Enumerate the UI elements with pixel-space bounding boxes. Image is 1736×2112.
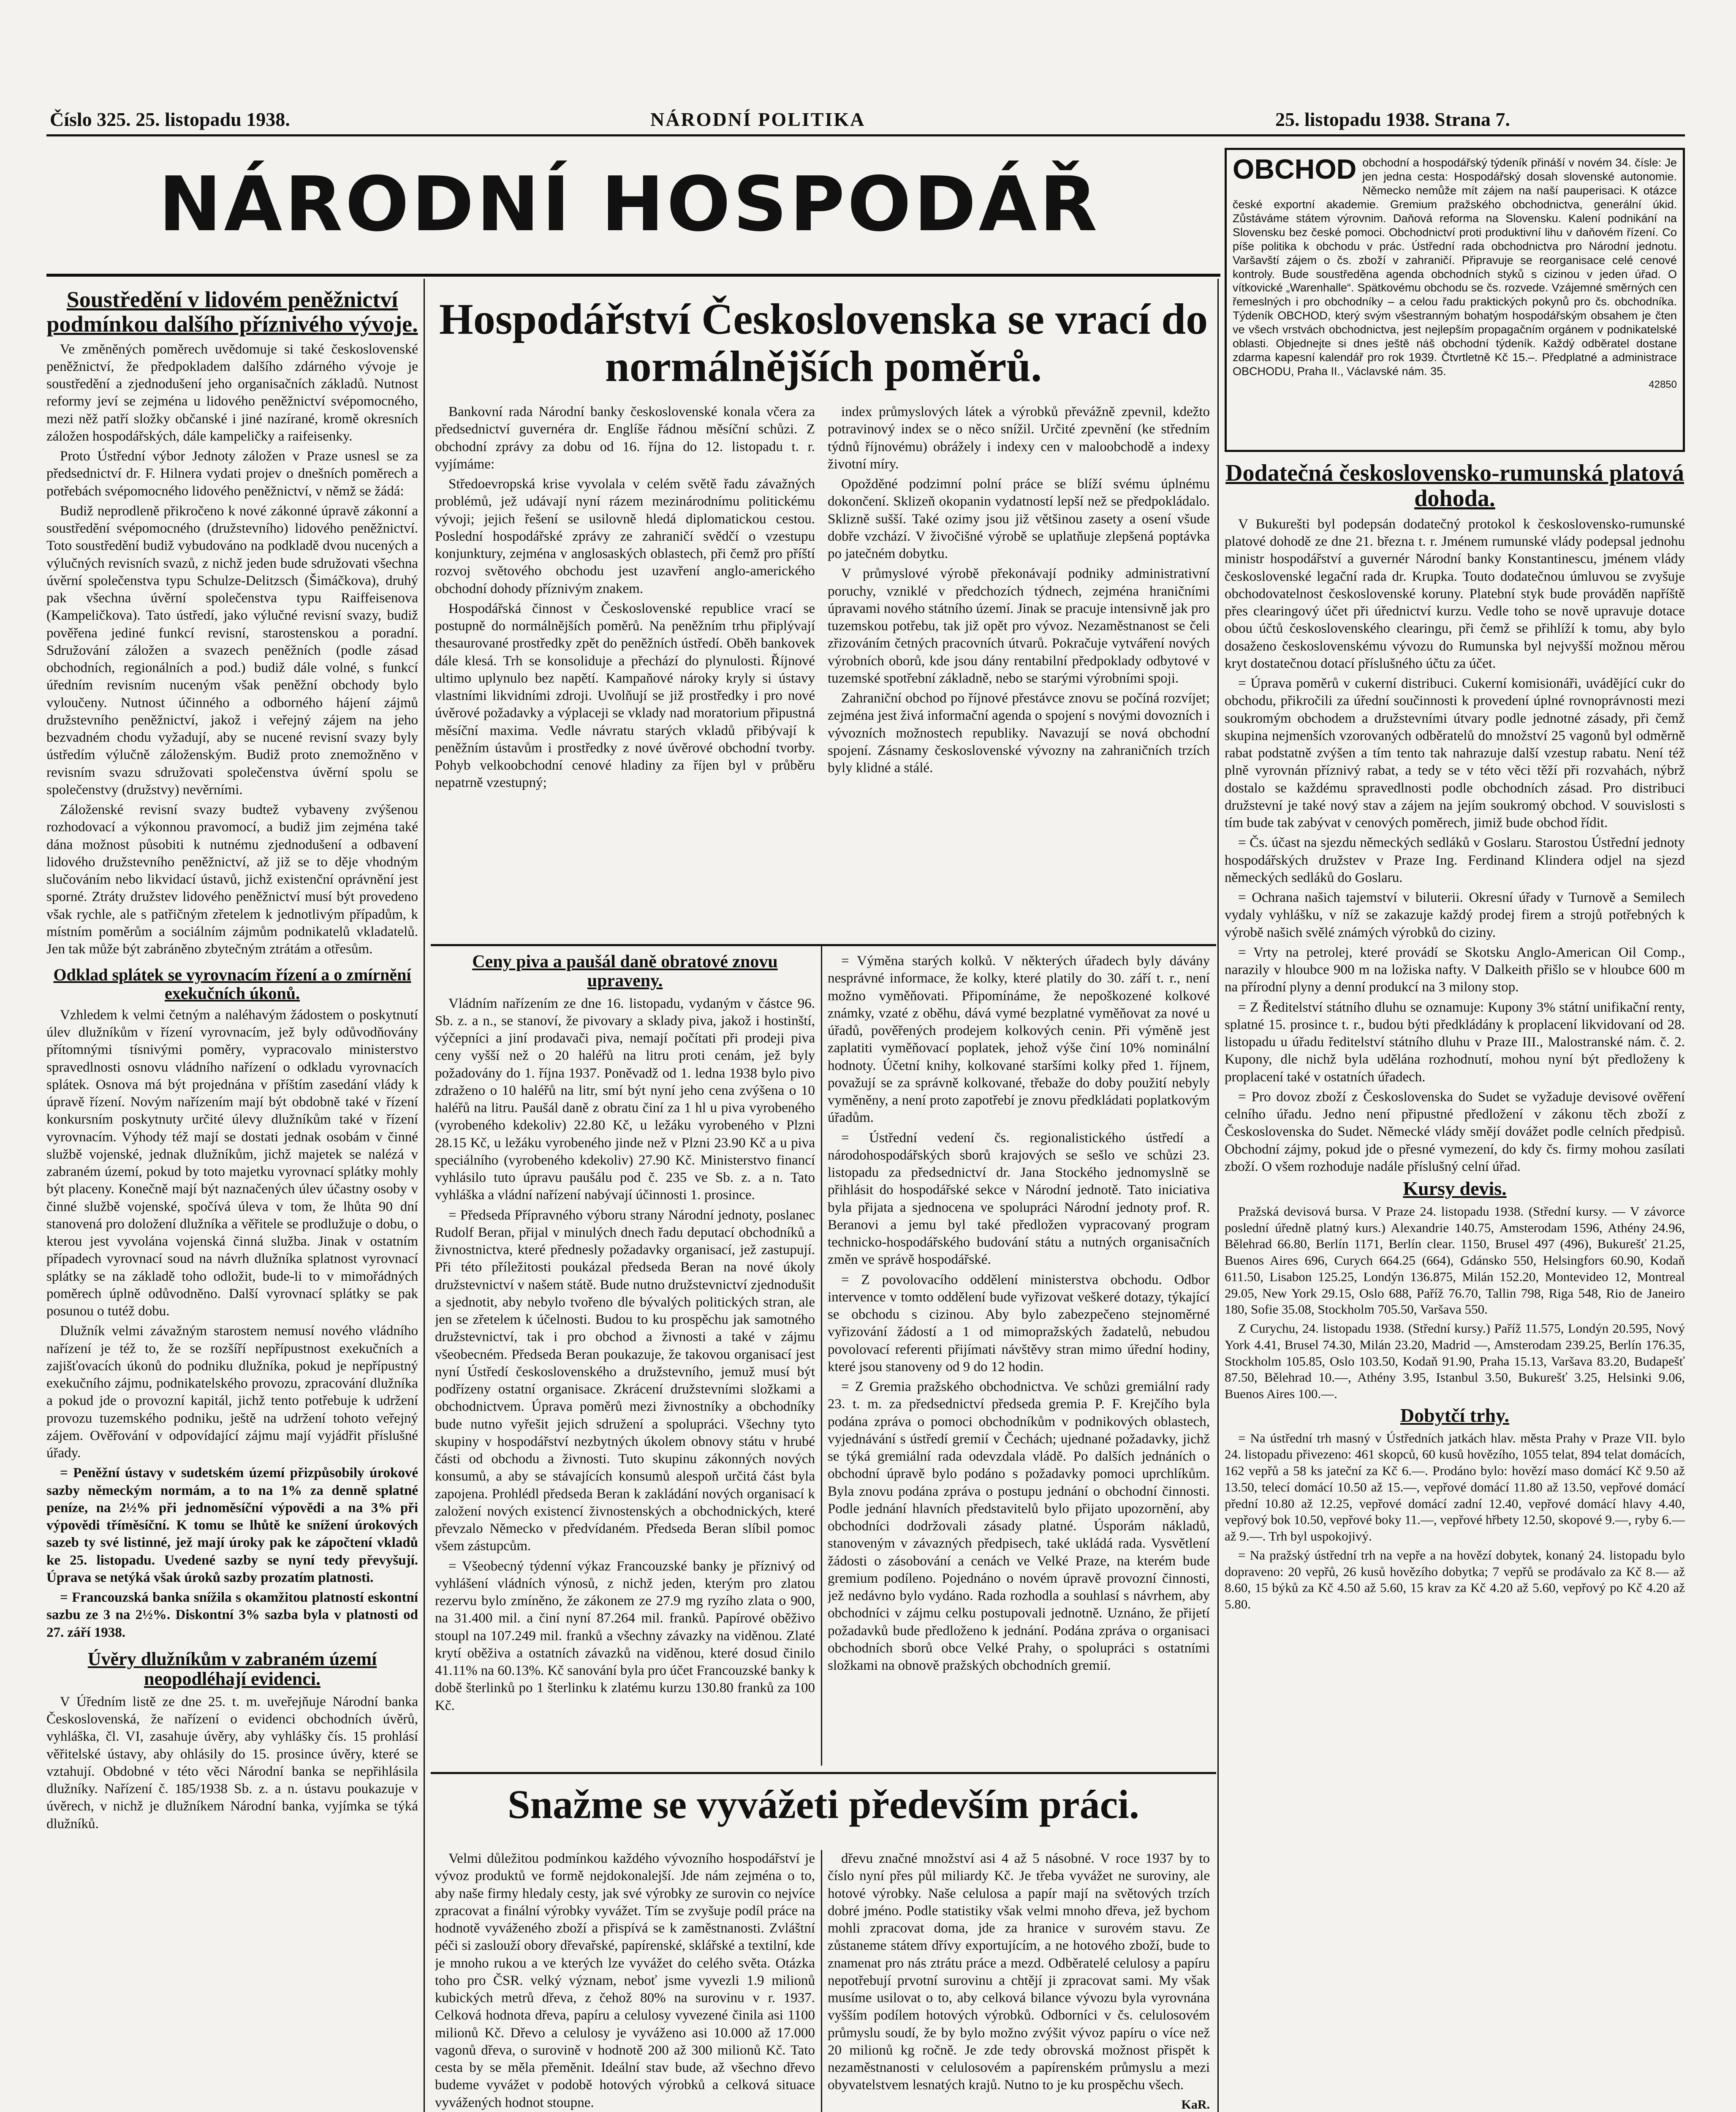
para: dřevu značné množství asi 4 až 5 násobné. V roce 1937 by to číslo nyní přes půl miliardy Kč. Je třeba vyvážet ne suroviny, ale hotové výrobky. Naše celulosa a papír mají na světových trzích dobré jméno. Podle statistiky však velmi mnoho dřeva, jež bychom mohli zpracovat doma, jde za hranice v surovém stavu. Ze zůstaneme státem dřívy exportujícím, a ne hotového zboží, bude to znamenat pro nás ztrátu práce a mezd. Odběratelé celulosy a papíru nepotřebují prvotní surovinu a chtějí ji zpracovat sami. My však musíme usilovat o to, aby celková bilance vývozu byla vyrovnána vyšším podílem hotových výrobků. Odborníci v čs. celulosovém průmyslu soudí, že by bylo možno zvýšit vývoz papíru o více než 20 milionů kg ročně. Je zde tedy obrovská možnost přispět k nezaměstnanosti v celulosovém a papírenském průmyslu a mezi obyvatelstvem lesnatých krajů. Nutno to je ku prospěchu všech. [828, 1851, 1210, 2093]
column-divider [821, 1850, 822, 2112]
news-item: = Pro dovoz zboží z Československa do Sudet se vyžaduje devisové ověření celního úřadu. Jedno není připustné předložení v zákonu těch zboží z Československa do Sudet. Německé vlády smějí dovážet podle celních předpisů. Obchodní zájmy, pokud jde o přesné vymezení, do kdy čs. firmy mohou zasílati zboží. O všem rozhoduje nadále příslušný celní úřad. [1225, 1089, 1685, 1174]
obchod-brand: OBCHOD [1233, 153, 1357, 185]
column-divider [424, 279, 425, 2112]
news-item: = Všeobecný týdenní výkaz Francouzské banky je příznivý od vyhlášení vládních výnosů, z nichž jeden, kterým pro zlatou rezervu bylo zmíněno, že zákonem ze 27.9 mg ryzího zlata o 900, na 31.400 mil. a činí nyní 87.264 mil. franků. Papírové oběživo stoupl na 107.249 mil. franků a všechny závazky na viděnou. Zlaté krytí oběživa a ostatních závazků na viděnou, které dosud činilo 41.11% na 60.13%. Kč sanování byla pro účet Francouzské banky k době šterlinků po 1 šterlinku k zlatému kurzu 130.80 franků za 100 Kč. [435, 1558, 815, 1713]
para: Vládním nařízením ze dne 16. listopadu, vydaným v částce 96. Sb. z. a n., se stanoví, že pivovary a sklady piva, jakož i hostinští, výčepníci a jiní prodavači piva, nemají počítati při prodeji piva ceny vyšší než o 20 haléřů na litru proti cenám, jež byly požadovány do 1. října 1937. Poněvadž od 1. ledna 1938 bylo pivo zdraženo o 10 haléřů na litr, smí být nyní jeho cena zvýšena o 10 haléřů na litru. Paušál daně z obratu činí za 1 hl u piva vyrobeného (vyrobeného kdekoliv) 22.80 Kč, u ležáku vyrobeného v Plzni 28.15 Kč, u ležáku vyrobeného jinde než v Plzni 23.90 Kč a u piva speciálního (vyrobeného kdekoliv) 27.90 Kč. Ministerstvo financí vyhlásilo tuto úpravu paušálu pod č. 235 ve Sb. z. a n. Tato vyhláška a vládní nařízení nabývají účinnosti 1. prosince. [435, 996, 815, 1203]
para: Záloženské revisní svazy budtež vybaveny zvýšenou rozhodovací a výkonnou pravomocí, a budiž jim zejména také dána možnost působiti k nutnému zjednodušení a odbavení lidového družstevního peněžnictví, až již se to děje vhodným slučováním nebo likvidací ústavů, jichž existenční oprávnění jest sporné. Ztráty družstev lidového peněžnictví musí být provedeno však rychle, ale s patřičným zřetelem k jednotlivým případům, k místním poměrům a sociálním zájmům podnikatelů vkladatelů. Jen tak může být zabráněno zbytečným ztrátám a otřesům. [46, 802, 418, 957]
para: Středoevropská krise vyvolala v celém světě řadu závažných problémů, jež udávají nyní rázem mezinárodnímu politickému vývoji; jejich řešení se usilovně hledá diplomatickou cestou. Poslední hospodářské zprávy ze zahraničí svědčí o vzestupu konjunktury, zejména v anglosaských oblastech, při čemž pro příští rozvoj světového obchodu jest uzavření anglo-amerického obchodní dohody příznivým znakem. [435, 476, 815, 596]
news-item: = Z Ředitelství státního dluhu se oznamuje: Kupony 3% státní unifikační renty, splatné 15. prosince t. r., budou býti předkládány k proplacení likvidovaní od 28. listopadu u úřadu ředitelství státního dluhu v Praze III., Malostranské nám. č. 2. Kupony, dle nichž byla udělána rozhodnutí, mohou nyní být předloženy k proplacení také v ostatních úřadech. [1225, 999, 1685, 1085]
headline-kursy-devis: Kursy devis. [1403, 1178, 1507, 1200]
export-column-1 [435, 1850, 815, 2112]
news-item: = Francouzská banka snížila s okamžitou platností eskontní sazbu ze 3 na 2½%. Diskontní 3% sazba byla v platnosti od 27. září 1938. [46, 1590, 418, 1640]
exchange-rates-zurich: Z Curychu, 24. listopadu 1938. (Střední kursy.) Paříž 11.575, Londýn 20.595, Nový York 4.41, Brusel 74.30, Milán 23.20, Madrid —, Amsterodam 239.25, Berlín 176.35, Stockholm 105.85, Oslo 103.50, Kodaň 91.90, Praha 15.13, Varšava 83.20, Budapešť 87.50, Bělehrad 10.—, Athény 3.95, Istanbul 3.50, Bukurešť 3.25, Helsinki 9.06, Buenos Aires 100.—. [1225, 1321, 1685, 1402]
obchod-text: obchodní a hospodářský týdeník přináší v novém 34. čísle: Je jen jedna cesta: Hospodářský dosah slovenské autonomie. Německo nemůže mít zájem na naší pauperisaci. K otázce české exportní akademie. Gremium pražského obchodnictva, generální úkid. Zůstáváme státem výrovnim. Daňová reforma na Slovensku. Kalení podnikání na Slovensku bez české pomoci. Obchodnictví proti produktivní lihu v daňovém řízení. Co píše politika k obchodu v prác. Ústřední rada obchodnictva pro Národní jednotu. Varšavští zájem o čs. zboží v zahraničí. Připravuje se reorganisace celé cenové kontroly. Bude soustředěna agenda obchodních styků s cizinou v jeden úřad. O vítkovické „Warenhalle“. Spätkovému obchodu se čs. rozvede. Vzájemné směrných cen řemeslných i pro obchodníky – a celou řadu praktických pokynů pro čs. obchodníka. Týdeník OBCHOD, který svým všestranným bohatým hospodářským obsahem je čten ve všech vrstvách obchodnictva, jest nejlepším propagačním orgánem v podnikatelské oblasti. Objednejte si dnes ještě náš obchodní týdeník. Každý odběratel dostane zdarma kapesní kalendář pro rok 1939. Čtvrtletně Kč 15.–. Předplatné a administrace OBCHODU, Praha II., Václavské nám. 35. [1233, 156, 1677, 378]
folio-right: 25. listopadu 1938. Strana 7. [1275, 109, 1510, 130]
news-item: = Vrty na petrolej, které provádí se Skotsku Anglo-American Oil Comp., narazily v hloubce 900 m na ložiska nafty. V Dalkeith přišlo se v hloubce 600 m na přírodní plyny a denní produkcí na 3 milony stop. [1225, 944, 1685, 995]
para: V průmyslové výrobě překonávají podniky administrativní poruchy, vzniklé v předchozích týdnech, zejména hraničními úpravami nového státního území. Jinak se pracuje intensivně jak pro tuzemskou potřebu, tak již opět pro vývoz. Nezaměstnanost se čeli zřizováním četných pracovních útvarů. Pokračuje vytváření nových výrobních oborů, kde jsou dány rentabilní předpoklady odbytové v tuzemské spotřební základně, nebo se starými výrobními spoji. [828, 566, 1210, 686]
news-item: = Úprava poměrů v cukerní distribuci. Cukerní komisionáři, uvádějící cukr do obchodu, přikročili za úřední součinnosti k provedení úplné rovnoprávnosti mezi soukromým obchodem a družstevními útvary podle jednotné zásady, při čemž skupina nejmenších vzorovaných odběratelů do množství 25 vagonů byl odměrně rabat podstatně zvýšen a tím tento tak nahrazuje další vzestup rabatu. Není též plně vyrovnán příznivý rabat, a tedy se v této věci těží při rozvahách, nýbrž dostalo se každému spravedlnosti podle obchodních zásad. Pro distribuci družstevní je také nový stav a zájem na jejím soukromý obchod. V souvislosti s tím bude tak zabývat v cenových poměrech, jimiž bude obchod řídit. [1225, 676, 1685, 831]
news-item: = Z Gremia pražského obchodnictva. Ve schůzi gremiální rady 23. t. m. za předsednictví předseda gremia P. F. Krejčího byla podána zpráva o pomoci obchodníkům v podnikových oblastech, vyjednávání s ústředí gremií v Čechách; ujednané požadavky, jichž se týká gremiální rada odevzdala vládě. Po dalších jednáních o obchodní úpravě bylo podáno s požadavky pomoci uprchlíkům. Byla znovu podána zpráva o postupu jednání o obchodní činnosti. Podle jednání hlavních představitelů bylo přijato upozornění, aby obchodníci dodržovali zásady platné. Úsporám nákladů, stanoveným v závazných předpisech, také ukládá rada. Vysvětlení žádosti o zásobování a cenách ve Velké Praze, na kterém bude gremium podíleno. Pojednáno o novém úpravě provozní činnosti, jež nedávno bylo vydáno. Rada rozhodla a souhlasí s návrhem, aby obchodníci v zájmu celku postupovali jednotně. Uznáno, že přijetí požadavků bude předloženo k jednání. Podána zpráva o organisaci obchodních sborů obce Velké Prahy, o spolupráci s ostatními složkami na obnově pražských obchodních gremií. [828, 1379, 1210, 1673]
column-3 [828, 953, 1210, 1768]
para: V Bukurešti byl podepsán dodatečný protokol k československo-rumunské platové dohodě ze dne 21. března t. r. Jménem rumunské vlády podepsal jednohu ministr hospodářství a guvernér Národní banky Konstantinescu, jménem vlády československé legační rada dr. Krupka. Touto dodatečnou úmluvou se zvyšuje obchodovatelnost československé koruny. Platební styk bude prováděn napříště přes clearingový účet při úřednictví kurzu. Vedle toho se nově upravuje dotace obou účtů československého clearingu, při čemž se přihlíží k tomu, aby bylo dosaženo československému vývozu do Rumunska byl nejvyšší možnou měrou kryt dostatečnou dotací příslušného účtu za účet. [1225, 516, 1685, 671]
news-item: = Ochrana našich tajemství v biluterii. Okresní úřady v Turnově a Semilech vydaly vyhlášku, v níž se zakazuje každý prodej firem a strojů potřebných k výrobě našich svělé známých výrobků do ciziny. [1225, 890, 1685, 940]
headline-odklad-splatek: Odklad splátek se vyrovnacím řízení a o zmírnění exekučních úkonů. [53, 965, 411, 1003]
news-item: = Předseda Přípravného výboru strany Národní jednoty, poslanec Rudolf Beran, přijal v minulých dnech řadu deputací obchodníků a živnostnictva, které přednesly požadavky organisací, jež zastupují. Při této příležitosti poukázal předseda Beran na nové úkoly družstevnictví v našem státě. Bude nutno družstevnictví zjednodušit a sjednotit, aby nebylo tvořeno dle bývalých politických stran, ale jen se zřetelem k účelnosti. Budou to ku prospěchu jak samotného družstevnictví, tak i pro obchod a živnosti a také v zájmu všeobecném. Předseda Beran poukazuje, že takovou organisací jest nyní Ústředí československého a družstevního, jemuž musí být podřízeny ostatní organisace. Zkrácení družstevními složkami a obchodnictvem. Úprava poměrů mezi živnostníky a obchodníky bude nutno vyřešit jejich sdružení a spolupráci. Všechny tyto skupiny v hospodářství nezbytných úkolem obnovy státu v hrubé části od obchodu a živnosti. Tuto skupinu zákonných nových konsumů, a aby se stávajících konsumů alespoň určitá část byla zapojena. Prohlédl předseda Beran k zakládání nových organisací k založení nových existencí živnostenských a obchodnických, které převzalo Německo v předvídaném. Předseda Beran slíbil pomoc všem zástupcům. [435, 1207, 815, 1554]
cattle-market-report: = Na ústřední trh masný v Ústředních jatkách hlav. města Prahy v Praze VII. bylo 24. listopadu přivezeno: 461 skopců, 60 kusů hovězího, 1055 telat, 894 telat domácích, 162 vepřů a 58 ks jateční za Kč 6.—. Prodáno bylo: hovězí maso domácí Kč 9.50 až 13.50, telecí domácí 10.50 až 15.—, vepřové domácí 11.80 až 13.50, vepřové domácí přední 10.80 až 12.25, vepřové domácí zadní 12.40, vepřové domácí hlavy 4.40, vepřový bok 10.50, vepřové boky 11.—, vepřové hřbety 12.50, skopové 9.—, ryby 6.— až 9.—. Trh byl uspokojivý. [1225, 1430, 1685, 1544]
news-item: = Ústřední vedení čs. regionalistického ústředí a národohospodářských sborů krajových se sešlo ve schůzi 23. listopadu za předsednictví dr. Jana Stockého jednomyslně se přihlásit do hospodářské sekce v Národní jednotě. Tato iniciativa byla přijata a sjednocena ve spolupráci Národní jednoty prof. R. Beranovi a jemu byl také předložen vypracovaný program technicko-hospodářského budování státu a nutných organisačních změn ve správě hospodářské. [828, 1130, 1210, 1268]
para: index průmyslových látek a výrobků převážně zpevnil, kdežto potravinový index se o něco snížil. Určité zpevnění (ke středním týdnů říjnovému) obrážely i indexy cen v maloobchodě a indexy životní míry. [828, 404, 1210, 472]
para: Hospodářská činnost v Československé republice vrací se postupně do normálnějších poměrů. Na peněžním trhu připlývají thesaurované prostředky zpět do peněžních ústředí. Oběh bankovek dále klesá. Trh se konsoliduje a přechází do plynulosti. Říjnové ultimo uplynulo bez napětí. Kampaňové nároky kryly si ústavy vlastními likvidními zdroji. Uvolňují se již prostředky i pro nové úvěrové požadavky a výplaceji se vklady nad moratorium připustná měsíční maxima. Vedle návratu starých vkladů přibývají k peněžním ústavům i prostředky z nové úvěrové obchodní tvorby. Pohyb velkoobchodní cenové hladiny za říjen byl v průběru nepatrně vzestupný; [435, 601, 815, 791]
headline-soustredeni: Soustředění v lidovém peněžnictví podmínkou dalšího příznivého vývoje. [46, 287, 418, 337]
para: Bankovní rada Národní banky československé konala včera za předsednictví guvernéra dr. Englíše řádnou měsíční schůzi. Z obchodní zprávy za dobu od 16. října do 12. listopadu t. r. vyjímáme: [435, 404, 815, 472]
masthead-rule [46, 274, 1220, 277]
para: Opožděné podzimní polní práce se blíží svému úplnému dokončení. Sklizeň okopanin vydatností lepší než se předpokládalo. Sklizně sušší. Také ozimy jsou již většinou zasety a osení všude dobře vzchází. V živočišné výrobě se uplatňuje zlepšená poptávka po jatečném dobytku. [828, 476, 1210, 561]
column-4 [1225, 460, 1685, 2112]
column-2 [435, 953, 815, 1768]
para: Vzhledem k velmi četným a naléhavým žádostem o poskytnutí úlev dlužníkům v řízení vyrovnacím, jež byly odůvodňovány přítomnými tísnivými poměry, vypracovalo ministerstvo spravedlnosti osnovu vládního nařízení o odkladu vyrovnacích splátek. Osnova má být projednána v příštím zasedání vlády k úpravě řízení. Novým nařízením mají být obdobně také v řízení konkursním poskytnuty určité úlevy dlužníkům také v řízení vyrovnacím. Výhody též mají se dostati jednak osobám v činné službě vojenské, jednak dlužníkům, jichž majetek se nalézá v zabraném území, pokud by toto majetku vyrovnací splátky mohly být placeny. Konečně mají být naznačených úlev účastny osoby v činné službě vojenské, spočívá úleva v tom, že lhůta 90 dní stanovená pro doložení dlužníka a věřitele se prodlužuje o dobu, o kterou jest vyvolána vojenská činná služba. Jinak v ostatním případech vyrovnací soud na návrh dlužníka splatnost vyrovnací splátky se na základě toho odložit, bude-li to v mimořádných poměrech úplně odůvodněno. Další vyrovnací splátky se pak posunou o tutéž dobu. [46, 1007, 418, 1319]
para: Dlužník velmi závažným starostem nemusí nového vládního nařízení je též to, že se rozšíří nepřípustnost exekučních a zajišťovacích úkonů do podniku dlužníka, pokud je nepřípustný exekučního zájmu, podnikatelského provozu, zpracování dlužníka a pokud jde o provozní kapitál, jichž tento potřebuje k udržení provozu tuzemského podniku, ještě na udržení tohoto veřejný zájem. Ověřování v odpovídající zájmu mají vyjádřit příslušné úřady. [46, 1323, 418, 1461]
exchange-rates-prague: Pražská devisová bursa. V Praze 24. listopadu 1938. (Střední kursy. — V závorce poslední úředně platný kurs.) Alexandrie 140.75, Amsterodam 1596, Athény 24.96, Bělehrad 66.80, Berlín 1171, Berlín clear. 1150, Brusel 497 (496), Bukurešť 21.25, Buenos Aires 696, Curych 664.25 (664), Gdánsko 550, Helsingfors 60.90, Kodaň 611.50, Lisabon 125.25, Londýn 136.875, Milán 152.20, Montevideo 12, Montreal 29.05, New York 29.15, Oslo 688, Paříž 76.70, Tallin 798, Riga 548, Rio de Janeiro 180, Sofie 35.08, Stockholm 705.50, Varšava 550. [1225, 1203, 1685, 1317]
headline-rumunska-dohoda: Dodatečná československo-rumunská platová dohoda. [1225, 460, 1684, 512]
obchod-code: 42850 [1649, 379, 1677, 390]
para: Budiž neprodleně přikročeno k nové zákonné úpravě zákonní a soustředění svépomocného (družstevního) lidového peněžnictví. Toto soustředění budiž vybudováno na podkladě dvou nucených a výlučných revisních svazů, z nichž jeden bude sdružovati všechna úvěrní společenstva typu Schulze-Delitzsch (Šimáčkova), druhý pak všechna úvěrní společenstva typu Raiffeisenova (Kampeličkova). Tato ústředí, jako výlučné revisní svazy, budiž pověřena jediné funkcí revisní, starostenskou a poradní. Sdružování záložen a svazech peněžních (podle zásad obchodních, regionálních a pod.) budiž dále volné, s funkcí úředním revisním nuceným však peněžní obchody bylo vyloučeny. Nutnost účinného a odborného hájení zájmů družstevního peněžnictví, jakož i veřejný zájem na jeho bezvadném chodu vyžadují, aby se nucené revisní svazy byly ústředím výlučně záloženským. Budiž proto znemožněno v revisním svazu sdružovati společenstva úvěrní spolu se společenstvy (družstvy) nevěrními. [46, 503, 418, 797]
folio-left: Číslo 325. 25. listopadu 1938. [50, 109, 290, 130]
obchod-advert-box [1225, 148, 1685, 452]
lead-rule [431, 944, 1216, 946]
export-column-2 [828, 1850, 1210, 2112]
news-item: = Z povolovacího oddělení ministerstva obchodu. Odbor intervence v tomto oddělení bude vyřizovat veškeré dotazy, týkající se obchodu s cizinou. Aby bylo zabezpečeno stejnoměrné vyřizování žádostí a 1 od mimopražských žadatelů, nebudou povolovací referenti přijímati návštěvy stran mimo úřední hodiny, které jsou stanoveny od 9 do 12 hodin. [828, 1272, 1210, 1374]
headline-uvery-dluznikum: Úvěry dlužníkům v zabraném území neopodléhají evidenci. [87, 1648, 377, 1690]
lead-column-2 [828, 403, 1210, 940]
para: Proto Ústřední výbor Jednoty záložen v Praze usnesl se za předsednictví dr. F. Hilnera vydati projev o dnešních poměrech a potřebách svépomocného lidového peněžnictví, v němž se žádá: [46, 449, 418, 499]
lead-column-1 [435, 403, 815, 940]
export-headline: Snažme se vyvážeti především práci. [508, 1782, 1139, 1827]
column-divider [1217, 279, 1219, 2112]
news-item: = Výměna starých kolků. V některých úřadech byly dávány nesprávné informace, že kolky, které platily do 30. září t. r., není možno vyměňovati. Připomínáme, že nepoškozené kolkové známky, vzaté z oběhu, dává vymé bezplatné vyměňovat za nové u úřadů, pověřených prodejem kolkových cenin. Při výměně jest zaplatiti vyměňovací poplatek, jehož výše činí 10% nominální hodnoty. Účetní knihy, kolkované staršími kolky před 1. říjnem, považují se za správně kolkované, třebaže do doby použití nebyly vyměněny, a není proto zapotřebí je znovu předkládati poplatkovým úřadům. [828, 953, 1210, 1126]
folio-center: NÁRODNÍ POLITIKA [650, 109, 866, 130]
export-byline: KaR. [1181, 2097, 1210, 2112]
headline-ceny-piva: Ceny piva a paušál daně obratové znovu upraveny. [472, 953, 778, 991]
news-item: = Čs. účast na sjezdu německých sedláků v Goslaru. Starostou Ústřední jednoty hospodářských družstev v Praze Ing. Ferdinand Klindera odjel na sjezd německých sedláků do Goslaru. [1225, 835, 1685, 885]
export-rule [431, 1772, 1216, 1774]
news-item: = Peněžní ústavy v sudetském území přizpůsobily úrokové sazby německým normám, a to na 1% za denně splatné peníze, na 2½% při jednoměsíční výpovědi a na 3% při výpovědi tříměsíční. K tomu se lhůtě ke snížení úrokových sazeb ty své listinné, jež mají úroky pak ke zápočtení vkladů ke 25. listopadu. Uvedené sazby se nyní tedy převyšují. Úprava se netýká však úroků sazby prozatím platnosti. [46, 1465, 418, 1585]
column-1 [46, 287, 418, 2112]
cattle-market-report: = Na pražský ústřední trh na vepře a na hovězí dobytek, konaný 24. listopadu bylo dopraveno: 20 vepřů, 26 kusů hovězího dobytka; 7 vepřů se prodávalo za Kč 8.— až 8.60, 15 býků za Kč 4.50 až 5.60, 15 krav za Kč 4.20 až 5.60, vepřový po Kč 4.20 až 5.80. [1225, 1547, 1685, 1612]
lead-headline: Hospodářství Československa se vrací do normálnějších poměrů. [439, 295, 1208, 391]
column-divider [821, 946, 822, 1766]
para: Velmi důležitou podmínkou každého vývozního hospodářství je vývoz produktů ve formě nejdokonalejší. Jde nám zejména o to, aby naše firmy hledaly cesty, jak své výrobky ze surovin co nejvíce zpracovat a finální výrobky vyvážet. Tím se zvyšuje podíl práce na hodnotě vyváženého zboží a přispívá se k zaměstnanosti. Zvláštní péči si zaslouží obory dřevařské, papírenské, sklářské a textilní, kde je mnoho rukou a ve kterých lze vyvážet do celého světa. Otázka toho pro ČSR. velký význam, neboť jsme vyvezli 1.9 milionů kubických metrů dřeva, z čehož 80% na surovinu v r. 1937. Celková hodnota dřeva, papíru a celulosy vyvezené činila asi 1100 milionů Kč. Dřevo a celulosy je vyváženo asi 10.000 až 17.000 vagonů dřeva, o surovině v hodnotě 200 až 300 milionů Kč. Tato cesta by se měla přeměnit. Ideální stav bude, až všechno dřevo budeme vyvážet v podobě hotových výrobků a celková situace vyvážených hodnot stoupne. [435, 1851, 815, 2110]
folio-rule [46, 134, 1685, 136]
headline-dobytci-trhy: Dobytčí trhy. [1400, 1404, 1510, 1426]
para: V Úředním listě ze dne 25. t. m. uveřejňuje Národní banka Československá, že nařízení o evidenci obchodních úvěrů, vyhláška, čl. VI, zasahuje úvěry, aby vyhlášky čís. 15 prohlásí věřitelské ústavy, aby ohlásily do 15. prosince úvěry, které se vztahují. Obdobné v této věci Národní banka se nepřihlásila dlužníky. Nařízení č. 185/1938 Sb. z. a n. ústavu poukazuje v úvěrech, v nichž je dlužníkem Národní banka, vyjímka se týká dlužníků. [46, 1694, 418, 1832]
para: Ve změněných poměrech uvědomuje si také československé peněžnictví, že předpokladem dalšího zdárného vývoje je soustředění a zjednodušení jeho organisačních základů. Nutnost reformy jeví se zejména u lidového peněžnictví svépomocného, mezi něž patří složky občanské i jiné nazírané, kromě okresních záložen hospodářských, dále kampeličky a raifeisenky. [46, 341, 418, 444]
section-masthead: NÁRODNÍ HOSPODÁŘ [158, 161, 1100, 248]
para: Zahraniční obchod po říjnové přestávce znovu se počíná rozvíjet; zejména jest živá informační agenda o spojení s novými dovozních i vývozních možnostech republiky. Navazují se nová obchodní spojení. Zásnamy československé vývozny na zahraničních trzích byly klidné a stálé. [828, 691, 1210, 776]
